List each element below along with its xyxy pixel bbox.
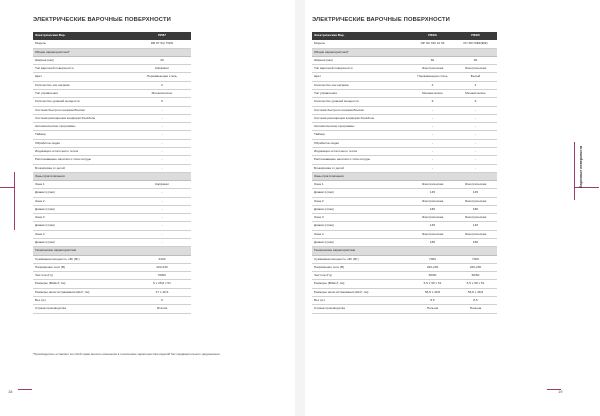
row-value bbox=[133, 172, 191, 180]
row-value: - bbox=[133, 123, 191, 131]
row-label: Тип варочной поверхности bbox=[33, 65, 133, 73]
row-value: Электрическая bbox=[411, 197, 454, 205]
row-value bbox=[454, 172, 497, 180]
table-row bbox=[312, 297, 497, 305]
table-row bbox=[33, 189, 191, 197]
row-label: Зона 4 bbox=[312, 230, 411, 238]
row-value: - bbox=[133, 139, 191, 147]
row-label: Цвет bbox=[312, 73, 411, 81]
table-row bbox=[312, 255, 497, 263]
row-value: 220-230 bbox=[133, 263, 191, 271]
row-value: 9 bbox=[133, 98, 191, 106]
table-row bbox=[312, 181, 497, 189]
row-value: Механическое bbox=[133, 89, 191, 97]
row-label: Обработка лидки bbox=[33, 139, 133, 147]
right-page bbox=[305, 0, 600, 416]
table-row bbox=[33, 197, 191, 205]
row-value: ЭР ЭС 6Ю 12 94 bbox=[411, 40, 454, 48]
row-label: Частота (Гц) bbox=[312, 272, 411, 280]
row-value: - bbox=[133, 106, 191, 114]
row-label: Зоны приготовления bbox=[312, 172, 411, 180]
row-label: Автоматические программы bbox=[312, 123, 411, 131]
row-label: Количество зон нагрева bbox=[33, 81, 133, 89]
row-label: Электрическая Вар. bbox=[312, 32, 411, 40]
row-label: Зоны приготовления bbox=[33, 172, 133, 180]
row-label: Диаметр (мм) bbox=[33, 222, 133, 230]
row-value: - bbox=[133, 131, 191, 139]
table-row bbox=[312, 114, 497, 122]
table-row bbox=[33, 305, 191, 313]
row-value: Нержавеющая сталь bbox=[411, 73, 454, 81]
row-value: Электрическая bbox=[454, 181, 497, 189]
row-value: 145 bbox=[454, 189, 497, 197]
row-value: - bbox=[454, 156, 497, 164]
row-value: 220-230 bbox=[411, 263, 454, 271]
row-value: 5,5 x 59 x 51 bbox=[411, 280, 454, 288]
row-value: 145 bbox=[454, 222, 497, 230]
row-value: П6Фб bbox=[454, 32, 497, 40]
page-number: 19 bbox=[558, 389, 563, 394]
row-value: 180 bbox=[411, 205, 454, 213]
row-value bbox=[133, 48, 191, 56]
row-value: 50/60 bbox=[133, 272, 191, 280]
page-number: 18 bbox=[8, 389, 13, 394]
table-row bbox=[312, 139, 497, 147]
table-row bbox=[312, 230, 497, 238]
row-value: 2400 bbox=[133, 255, 191, 263]
row-label: Зона 3 bbox=[33, 214, 133, 222]
row-value: РС 6Ю 5ФФ(ФФ) bbox=[454, 40, 497, 48]
row-label: Размеры (ВхШхГ, см) bbox=[33, 280, 133, 288]
row-value: 9 bbox=[454, 98, 497, 106]
row-value: П6Фб bbox=[411, 32, 454, 40]
row-value: Электрическая bbox=[454, 230, 497, 238]
table-row bbox=[33, 139, 191, 147]
row-label: Цвет bbox=[33, 73, 133, 81]
table-section-row bbox=[33, 247, 191, 255]
row-label: Страна производства bbox=[33, 305, 133, 313]
row-value: - bbox=[133, 239, 191, 247]
table-section-row bbox=[33, 48, 191, 56]
row-value: 145 bbox=[411, 222, 454, 230]
row-value: - bbox=[454, 123, 497, 131]
row-value: DB 87 SQ 7WW bbox=[133, 40, 191, 48]
row-label: Технические характеристики bbox=[312, 247, 411, 255]
row-label: Диаметр (мм) bbox=[33, 189, 133, 197]
table-row bbox=[312, 65, 497, 73]
side-tab-bar bbox=[574, 142, 575, 200]
table-row bbox=[312, 81, 497, 89]
table-row bbox=[312, 131, 497, 139]
table-row bbox=[33, 230, 191, 238]
row-value bbox=[411, 48, 454, 56]
row-label: Напряжение сети (В) bbox=[33, 263, 133, 271]
table-section-row bbox=[312, 48, 497, 56]
row-value bbox=[411, 247, 454, 255]
row-label: Блокировка от детей bbox=[312, 164, 411, 172]
row-label: Таймер bbox=[33, 131, 133, 139]
row-value: - bbox=[411, 114, 454, 122]
row-value: 220-230 bbox=[454, 263, 497, 271]
table-row bbox=[33, 89, 191, 97]
row-value: 56,8 x 48,8 bbox=[454, 288, 497, 296]
section-side-tab bbox=[570, 142, 600, 200]
table-row bbox=[312, 272, 497, 280]
table-row bbox=[312, 98, 497, 106]
row-value: 8,5 bbox=[454, 297, 497, 305]
row-value: Белый bbox=[454, 73, 497, 81]
row-value: ПЛ87 bbox=[133, 32, 191, 40]
row-label: Распознавание наличия и типа посуды bbox=[33, 156, 133, 164]
table-row bbox=[312, 89, 497, 97]
table-row bbox=[33, 106, 191, 114]
row-label: Количество уровней мощности bbox=[33, 98, 133, 106]
page-title: ЭЛЕКТРИЧЕСКИЕ ВАРОЧНЫЕ ПОВЕРХНОСТИ bbox=[33, 17, 171, 23]
row-label: Вес (кг) bbox=[312, 297, 411, 305]
row-value: Механическое bbox=[411, 89, 454, 97]
row-value: Электрическая bbox=[411, 65, 454, 73]
table-row bbox=[312, 305, 497, 313]
row-label: Размеры ниши встраивания (ШхГ, см) bbox=[33, 288, 133, 296]
table-row bbox=[312, 164, 497, 172]
table-row bbox=[312, 147, 497, 155]
row-value: - bbox=[133, 214, 191, 222]
row-value: - bbox=[411, 131, 454, 139]
row-label: Индикация остаточного тепла bbox=[33, 147, 133, 155]
row-value: - bbox=[133, 114, 191, 122]
row-label: Размеры (ВхШхГ, см) bbox=[312, 280, 411, 288]
row-value: - bbox=[411, 156, 454, 164]
table-row bbox=[312, 263, 497, 271]
row-value: 8,5 bbox=[411, 297, 454, 305]
row-value: - bbox=[133, 164, 191, 172]
row-label: Технические характеристики bbox=[33, 247, 133, 255]
row-label: Индикация остаточного тепла bbox=[312, 147, 411, 155]
row-label: Ширина (мм) bbox=[312, 56, 411, 64]
table-row bbox=[33, 181, 191, 189]
row-value: - bbox=[454, 106, 497, 114]
table-section-row bbox=[312, 172, 497, 180]
table-row bbox=[33, 255, 191, 263]
table-row bbox=[33, 288, 191, 296]
row-value: 6 bbox=[133, 297, 191, 305]
table-row bbox=[33, 123, 191, 131]
row-label: Частота (Гц) bbox=[33, 272, 133, 280]
row-label: Суммарная мощность, кВт (Вт) bbox=[312, 255, 411, 263]
table-row bbox=[33, 114, 191, 122]
row-label: Общие характеристики* bbox=[33, 48, 133, 56]
row-label: Тип варочной поверхности bbox=[312, 65, 411, 73]
table-row bbox=[33, 214, 191, 222]
table-row bbox=[33, 239, 191, 247]
row-value: - bbox=[133, 230, 191, 238]
row-label: Система быстрого нагрева Booster bbox=[33, 106, 133, 114]
row-value: 180 bbox=[454, 205, 497, 213]
row-value: - bbox=[454, 139, 497, 147]
row-value bbox=[454, 48, 497, 56]
table-row bbox=[33, 263, 191, 271]
table-row bbox=[312, 189, 497, 197]
row-label: Система быстрого нагрева Booster bbox=[312, 106, 411, 114]
book-gutter bbox=[295, 0, 305, 416]
row-value: 145 bbox=[411, 189, 454, 197]
row-label: Вес (кг) bbox=[33, 297, 133, 305]
row-value: - bbox=[133, 156, 191, 164]
row-label: Зона 2 bbox=[33, 197, 133, 205]
table-row bbox=[312, 222, 497, 230]
row-value: - bbox=[133, 222, 191, 230]
row-value: 4 bbox=[411, 81, 454, 89]
row-value: - bbox=[133, 197, 191, 205]
row-value: 180 bbox=[454, 239, 497, 247]
row-label: Размеры ниши встраивания (ШхГ, см) bbox=[312, 288, 411, 296]
row-value: 60 bbox=[454, 56, 497, 64]
row-value: Кирфикат bbox=[133, 181, 191, 189]
row-value: 27 x 49,6 bbox=[133, 288, 191, 296]
row-label: Распознавание наличия и типа посуды bbox=[312, 156, 411, 164]
table-header-row bbox=[312, 32, 497, 40]
table-row bbox=[33, 280, 191, 288]
table-row bbox=[312, 280, 497, 288]
table-section-row bbox=[312, 247, 497, 255]
table-row bbox=[33, 40, 191, 48]
row-label: Система расширения конфорки FlexiZone bbox=[33, 114, 133, 122]
row-value: 50/60 bbox=[411, 272, 454, 280]
table-row bbox=[33, 56, 191, 64]
row-value: 4 bbox=[454, 81, 497, 89]
row-value: Италия bbox=[133, 305, 191, 313]
row-value: - bbox=[411, 106, 454, 114]
row-label: Обработка лидки bbox=[312, 139, 411, 147]
row-value: 9 bbox=[411, 98, 454, 106]
row-label: Напряжение сети (В) bbox=[312, 263, 411, 271]
table-row bbox=[33, 65, 191, 73]
row-value: 56,8 x 48,8 bbox=[411, 288, 454, 296]
table-row bbox=[33, 156, 191, 164]
row-label: Диаметр (мм) bbox=[312, 205, 411, 213]
row-value: Электрическая bbox=[411, 181, 454, 189]
row-value: Польша bbox=[454, 305, 497, 313]
row-label: Диаметр (мм) bbox=[312, 222, 411, 230]
left-page bbox=[0, 0, 295, 416]
row-value: Кирфикат bbox=[133, 65, 191, 73]
table-row bbox=[33, 98, 191, 106]
row-label: Модель bbox=[312, 40, 411, 48]
row-value: 180 bbox=[411, 239, 454, 247]
row-label: Зона 1 bbox=[312, 181, 411, 189]
table-row bbox=[33, 73, 191, 81]
row-label: Диаметр (мм) bbox=[33, 239, 133, 247]
row-value: Электрическая bbox=[411, 230, 454, 238]
row-value: 5,5 x 59 x 51 bbox=[454, 280, 497, 288]
row-value: 5 x 28,8 x 51 bbox=[133, 280, 191, 288]
row-label: Диаметр (мм) bbox=[312, 189, 411, 197]
row-value: - bbox=[411, 123, 454, 131]
table-row bbox=[33, 222, 191, 230]
row-value: - bbox=[133, 189, 191, 197]
row-value: - bbox=[411, 139, 454, 147]
table-row bbox=[312, 73, 497, 81]
row-label: Модель bbox=[33, 40, 133, 48]
row-label: Суммарная мощность, кВт (Вт) bbox=[33, 255, 133, 263]
row-label: Диаметр (мм) bbox=[312, 239, 411, 247]
row-value: Электрическая bbox=[454, 65, 497, 73]
table-row bbox=[312, 205, 497, 213]
table-row bbox=[312, 214, 497, 222]
accent-line-vertical bbox=[14, 172, 15, 230]
table-row bbox=[33, 147, 191, 155]
row-label: Количество зон нагрева bbox=[312, 81, 411, 89]
row-label: Зона 2 bbox=[312, 197, 411, 205]
table-row bbox=[33, 131, 191, 139]
row-label: Зона 4 bbox=[33, 230, 133, 238]
row-label: Зона 1 bbox=[33, 181, 133, 189]
row-value: Механическое bbox=[454, 89, 497, 97]
row-value: 50/60 bbox=[454, 272, 497, 280]
row-value: - bbox=[454, 114, 497, 122]
row-value: - bbox=[133, 205, 191, 213]
row-label: Диаметр (мм) bbox=[33, 205, 133, 213]
row-value: Польша bbox=[411, 305, 454, 313]
table-row bbox=[312, 156, 497, 164]
row-value: 7000 bbox=[454, 255, 497, 263]
row-label: Количество уровней мощности bbox=[312, 98, 411, 106]
row-label: Ширина (мм) bbox=[33, 56, 133, 64]
row-value: 2 bbox=[133, 81, 191, 89]
table-row bbox=[312, 197, 497, 205]
row-value: - bbox=[454, 131, 497, 139]
table-row bbox=[312, 56, 497, 64]
row-label: Зона 3 bbox=[312, 214, 411, 222]
row-value bbox=[454, 247, 497, 255]
table-row bbox=[33, 81, 191, 89]
row-label: Тип управления bbox=[312, 89, 411, 97]
table-row bbox=[33, 272, 191, 280]
row-value: Электрическая bbox=[454, 214, 497, 222]
row-value: Электрическая bbox=[411, 214, 454, 222]
table-section-row bbox=[33, 172, 191, 180]
page-title: ЭЛЕКТРИЧЕСКИЕ ВАРОЧНЫЕ ПОВЕРХНОСТИ bbox=[312, 17, 450, 23]
page-number-line bbox=[18, 389, 32, 390]
table-row bbox=[312, 40, 497, 48]
row-label: Электрическая Вар. bbox=[33, 32, 133, 40]
row-value bbox=[411, 172, 454, 180]
row-value: 30 bbox=[133, 56, 191, 64]
table-row bbox=[33, 164, 191, 172]
footnote: *Производитель оставляет за собой право вносить изменения в технические характеристики изделий без предварительного уведомления. bbox=[33, 352, 221, 356]
table-row bbox=[312, 288, 497, 296]
table-row bbox=[312, 239, 497, 247]
table-row bbox=[33, 205, 191, 213]
row-value: 7000 bbox=[411, 255, 454, 263]
table-row bbox=[312, 123, 497, 131]
row-value: - bbox=[133, 147, 191, 155]
row-label: Автоматические программы bbox=[33, 123, 133, 131]
row-label: Общие характеристики* bbox=[312, 48, 411, 56]
row-label: Блокировка от детей bbox=[33, 164, 133, 172]
spec-table-right bbox=[312, 32, 497, 314]
row-label: Тип управления bbox=[33, 89, 133, 97]
table-header-row bbox=[33, 32, 191, 40]
accent-line bbox=[0, 187, 14, 188]
row-value: - bbox=[411, 164, 454, 172]
row-value: - bbox=[411, 147, 454, 155]
spec-table-left bbox=[33, 32, 191, 314]
row-label: Страна производства bbox=[312, 305, 411, 313]
side-tab-label: Варочные поверхности bbox=[579, 145, 583, 188]
table-row bbox=[33, 297, 191, 305]
row-value: Электрическая bbox=[454, 197, 497, 205]
row-value bbox=[133, 247, 191, 255]
row-value: 60 bbox=[411, 56, 454, 64]
row-label: Система расширения конфорки FlexiZone bbox=[312, 114, 411, 122]
row-value: Нержавеющая сталь bbox=[133, 73, 191, 81]
row-value: - bbox=[454, 164, 497, 172]
row-label: Таймер bbox=[312, 131, 411, 139]
row-value: - bbox=[454, 147, 497, 155]
table-row bbox=[312, 106, 497, 114]
